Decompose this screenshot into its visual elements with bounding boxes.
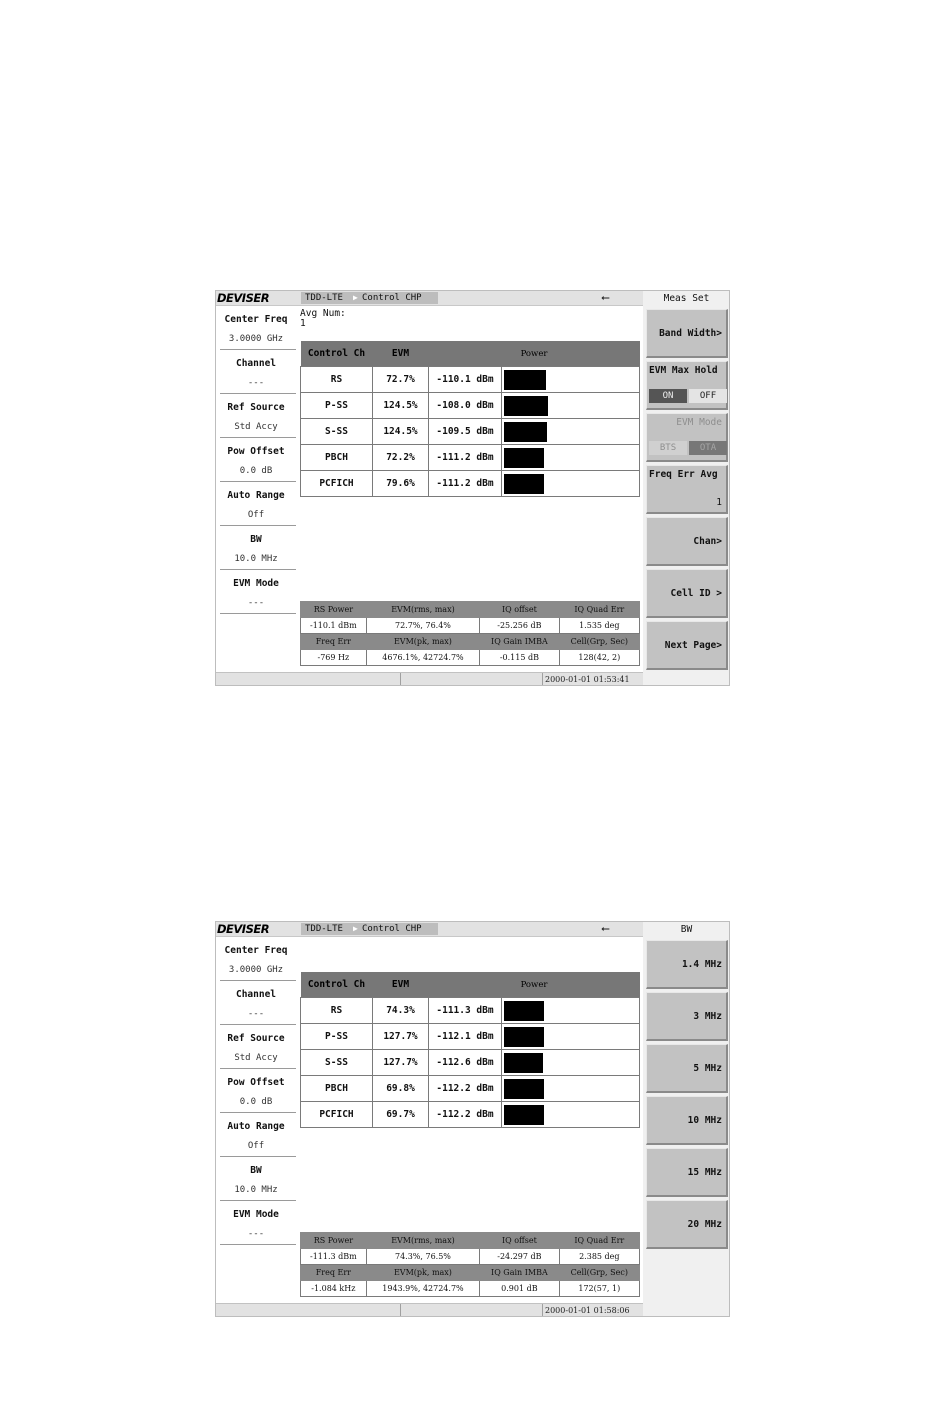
param-value: Off — [247, 510, 265, 520]
row-power: -111.2 dBm — [429, 471, 502, 497]
parameter-panel — [216, 937, 296, 1303]
param-label: Ref Source — [227, 402, 285, 413]
button-label: 15 MHz — [687, 1167, 722, 1178]
usb-icon: ⭠ — [601, 922, 610, 935]
row-evm: 127.7% — [373, 1050, 429, 1076]
row-power: -111.3 dBm — [429, 998, 502, 1024]
row-evm: 72.7% — [373, 367, 429, 393]
param-label: Pow Offset — [227, 446, 285, 457]
param-value: 3.0000 GHz — [228, 334, 284, 344]
menu-title: Meas Set — [663, 293, 710, 304]
param-value: 3.0000 GHz — [228, 965, 284, 975]
row-power-bar — [502, 419, 640, 445]
summary-value-row — [301, 618, 640, 634]
table-row — [301, 393, 640, 419]
param-value: Std Accy — [234, 1053, 278, 1063]
row-power-bar — [502, 1050, 640, 1076]
param-value: --- — [247, 1009, 265, 1019]
button-label: Next Page> — [664, 640, 722, 651]
status-bar — [216, 1303, 643, 1317]
summary-value: 1.535 deg — [559, 618, 639, 634]
summary-header: Cell(Grp, Sec) — [559, 634, 639, 650]
cell-id-button[interactable] — [646, 569, 728, 618]
row-power: -109.5 dBm — [429, 419, 502, 445]
summary-header: Freq Err — [301, 1265, 367, 1281]
param-value: 0.0 dB — [239, 466, 273, 476]
power-bar — [504, 1053, 543, 1073]
row-power: -111.2 dBm — [429, 445, 502, 471]
mode-label: TDD-LTE — [305, 924, 343, 934]
param-center-freq[interactable] — [216, 937, 296, 981]
evm-mode-bts: BTS — [649, 441, 687, 455]
summary-value-row — [301, 1281, 640, 1297]
summary-header: RS Power — [301, 1233, 367, 1249]
row-evm: 74.3% — [373, 998, 429, 1024]
row-power-bar — [502, 1024, 640, 1050]
param-ref-source[interactable] — [216, 394, 296, 438]
parameter-panel — [216, 306, 296, 672]
summary-header: Freq Err — [301, 634, 367, 650]
top-bar — [216, 291, 643, 306]
param-auto-range[interactable] — [216, 1113, 296, 1157]
control-channel-table — [300, 972, 640, 1128]
summary-value-row — [301, 650, 640, 666]
param-label: Channel — [235, 358, 277, 369]
param-value: Off — [247, 1141, 265, 1151]
divider — [220, 613, 296, 614]
param-label: Auto Range — [227, 490, 285, 501]
param-value: 0.0 dB — [239, 1097, 273, 1107]
bw-15-mhz-button[interactable] — [646, 1148, 728, 1197]
summary-header: EVM(rms, max) — [366, 602, 479, 618]
power-bar — [504, 422, 547, 442]
table-row — [301, 471, 640, 497]
button-label: 3 MHz — [693, 1011, 722, 1022]
summary-value: -1.084 kHz — [301, 1281, 367, 1297]
menu-title: BW — [680, 924, 693, 935]
row-evm: 79.6% — [373, 471, 429, 497]
summary-header: IQ Gain IMBA — [480, 1265, 559, 1281]
summary-value: 4676.1%, 42724.7% — [366, 650, 479, 666]
evm-max-hold-on[interactable]: ON — [649, 389, 687, 403]
row-power: -112.6 dBm — [429, 1050, 502, 1076]
row-power-bar — [502, 1076, 640, 1102]
next-page-button[interactable] — [646, 621, 728, 670]
evm-max-hold-button[interactable] — [646, 361, 728, 410]
param-pow-offset[interactable] — [216, 438, 296, 482]
button-label: 1.4 MHz — [681, 959, 722, 970]
row-channel: PCFICH — [301, 471, 373, 497]
summary-value: 0.901 dB — [480, 1281, 559, 1297]
avg-num — [300, 309, 346, 329]
param-bw[interactable] — [216, 1157, 296, 1201]
row-channel: PBCH — [301, 445, 373, 471]
chevron-right-icon: ▶ — [353, 293, 358, 302]
row-channel: PCFICH — [301, 1102, 373, 1128]
row-channel: S-SS — [301, 1050, 373, 1076]
row-power-bar — [502, 471, 640, 497]
button-label: Band Width> — [659, 328, 722, 339]
param-label: Center Freq — [224, 945, 288, 956]
summary-value: 2.385 deg — [559, 1249, 639, 1265]
table-row — [301, 1076, 640, 1102]
summary-value: 128(42, 2) — [559, 650, 639, 666]
col-power: Power — [429, 972, 640, 998]
divider — [542, 673, 543, 686]
avg-num-value: 1 — [300, 318, 306, 329]
button-label: 10 MHz — [687, 1115, 722, 1126]
param-value: 10.0 MHz — [234, 554, 278, 564]
summary-value: -0.115 dB — [480, 650, 559, 666]
summary-value: -111.3 dBm — [301, 1249, 367, 1265]
row-power-bar — [502, 367, 640, 393]
col-evm: EVM — [373, 972, 429, 998]
chan-button[interactable] — [646, 517, 728, 566]
col-control-ch: Control Ch — [301, 972, 373, 998]
table-row — [301, 445, 640, 471]
param-value: Std Accy — [234, 422, 278, 432]
button-label: 5 MHz — [693, 1063, 722, 1074]
mode-tab[interactable] — [301, 923, 438, 935]
param-label: Center Freq — [224, 314, 288, 325]
freq-err-avg-button[interactable] — [646, 465, 728, 514]
summary-header: RS Power — [301, 602, 367, 618]
evm-max-hold-off[interactable]: OFF — [689, 389, 727, 403]
usb-icon: ⭠ — [601, 291, 610, 304]
summary-table — [300, 601, 640, 666]
table-header — [301, 972, 640, 998]
summary-header: EVM(rms, max) — [366, 1233, 479, 1249]
table-row — [301, 419, 640, 445]
power-bar — [504, 1105, 544, 1125]
param-evm-mode[interactable] — [216, 570, 296, 614]
col-control-ch: Control Ch — [301, 341, 373, 367]
bw-3-mhz-button[interactable] — [646, 992, 728, 1041]
divider — [542, 1304, 543, 1317]
summary-header: IQ Quad Err — [559, 602, 639, 618]
table-row — [301, 998, 640, 1024]
summary-header: EVM(pk, max) — [366, 1265, 479, 1281]
summary-value: 172(57, 1) — [559, 1281, 639, 1297]
summary-header-row — [301, 1233, 640, 1249]
row-channel: P-SS — [301, 1024, 373, 1050]
summary-header: IQ Gain IMBA — [480, 634, 559, 650]
col-evm: EVM — [373, 341, 429, 367]
row-channel: RS — [301, 367, 373, 393]
summary-header-row — [301, 1265, 640, 1281]
power-bar — [504, 1079, 544, 1099]
summary-value: -24.297 dB — [480, 1249, 559, 1265]
row-power-bar — [502, 998, 640, 1024]
param-evm-mode[interactable] — [216, 1201, 296, 1245]
deviser-logo: DEVISER — [217, 922, 270, 936]
mode-tab[interactable] — [301, 292, 438, 304]
row-power: -110.1 dBm — [429, 367, 502, 393]
divider — [400, 673, 401, 686]
evm-mode-ota: OTA — [689, 441, 727, 455]
param-label: Pow Offset — [227, 1077, 285, 1088]
row-channel: RS — [301, 998, 373, 1024]
row-channel: S-SS — [301, 419, 373, 445]
button-label: Cell ID > — [670, 588, 722, 599]
summary-table — [300, 1232, 640, 1297]
datetime: 2000-01-01 01:58:06 — [545, 1306, 630, 1315]
row-evm: 72.2% — [373, 445, 429, 471]
datetime: 2000-01-01 01:53:41 — [545, 675, 630, 684]
summary-value-row — [301, 1249, 640, 1265]
summary-header-row — [301, 602, 640, 618]
control-channel-table — [300, 341, 640, 497]
bw-20-mhz-button[interactable] — [646, 1200, 728, 1249]
summary-value: 74.3%, 76.5% — [366, 1249, 479, 1265]
mode-label: TDD-LTE — [305, 293, 343, 303]
power-bar — [504, 1027, 544, 1047]
summary-value: -110.1 dBm — [301, 618, 367, 634]
power-bar — [504, 1001, 544, 1021]
table-row — [301, 1050, 640, 1076]
table-row — [301, 367, 640, 393]
param-ref-source[interactable] — [216, 1025, 296, 1069]
row-evm: 124.5% — [373, 393, 429, 419]
summary-header: IQ offset — [480, 602, 559, 618]
param-auto-range[interactable] — [216, 482, 296, 526]
row-power-bar — [502, 1102, 640, 1128]
param-pow-offset[interactable] — [216, 1069, 296, 1113]
row-channel: P-SS — [301, 393, 373, 419]
param-label: Channel — [235, 989, 277, 1000]
button-label: Chan> — [693, 536, 722, 547]
param-label: Ref Source — [227, 1033, 285, 1044]
power-bar — [504, 448, 544, 468]
param-channel[interactable] — [216, 981, 296, 1025]
param-label: BW — [250, 1165, 262, 1176]
param-value: --- — [247, 1229, 265, 1239]
deviser-logo: DEVISER — [217, 291, 270, 305]
avg-num-label: Avg Num: — [300, 308, 346, 319]
button-label: Freq Err Avg — [649, 469, 718, 480]
param-bw[interactable] — [216, 526, 296, 570]
param-channel[interactable] — [216, 350, 296, 394]
power-bar — [504, 474, 544, 494]
col-power: Power — [429, 341, 640, 367]
summary-header: IQ offset — [480, 1233, 559, 1249]
status-bar — [216, 672, 643, 686]
row-power: -108.0 dBm — [429, 393, 502, 419]
row-evm: 127.7% — [373, 1024, 429, 1050]
row-evm: 124.5% — [373, 419, 429, 445]
param-center-freq[interactable] — [216, 306, 296, 350]
row-power: -112.2 dBm — [429, 1076, 502, 1102]
bw-1-4-mhz-button[interactable] — [646, 940, 728, 989]
evm-mode-button — [646, 413, 728, 462]
bw-5-mhz-button[interactable] — [646, 1044, 728, 1093]
power-bar — [504, 370, 546, 390]
divider — [400, 1304, 401, 1317]
bw-10-mhz-button[interactable] — [646, 1096, 728, 1145]
measurement-label: Control CHP — [362, 924, 422, 934]
table-row — [301, 1024, 640, 1050]
row-power: -112.2 dBm — [429, 1102, 502, 1128]
divider — [220, 1244, 296, 1245]
button-label: EVM Mode — [676, 417, 722, 428]
analyzer-screen-bw — [215, 921, 730, 1317]
param-value: --- — [247, 378, 265, 388]
analyzer-screen-meas-set — [215, 290, 730, 686]
top-bar — [216, 922, 643, 937]
button-label: EVM Max Hold — [649, 365, 718, 376]
summary-value: 1943.9%, 42724.7% — [366, 1281, 479, 1297]
param-value: 10.0 MHz — [234, 1185, 278, 1195]
button-label: 20 MHz — [687, 1219, 722, 1230]
softkey-menu — [643, 922, 730, 1316]
row-power-bar — [502, 445, 640, 471]
table-row — [301, 1102, 640, 1128]
summary-header: Cell(Grp, Sec) — [559, 1265, 639, 1281]
summary-header: EVM(pk, max) — [366, 634, 479, 650]
chevron-right-icon: ▶ — [353, 924, 358, 933]
measurement-label: Control CHP — [362, 293, 422, 303]
softkey-menu — [643, 291, 730, 685]
param-label: EVM Mode — [233, 578, 279, 589]
row-channel: PBCH — [301, 1076, 373, 1102]
row-evm: 69.7% — [373, 1102, 429, 1128]
row-evm: 69.8% — [373, 1076, 429, 1102]
param-label: Auto Range — [227, 1121, 285, 1132]
param-label: BW — [250, 534, 262, 545]
button-value: 1 — [716, 497, 722, 508]
summary-header-row — [301, 634, 640, 650]
param-value: --- — [247, 598, 265, 608]
summary-value: 72.7%, 76.4% — [366, 618, 479, 634]
row-power: -112.1 dBm — [429, 1024, 502, 1050]
table-header — [301, 341, 640, 367]
param-label: EVM Mode — [233, 1209, 279, 1220]
power-bar — [504, 396, 548, 416]
band-width-button[interactable] — [646, 309, 728, 358]
row-power-bar — [502, 393, 640, 419]
summary-header: IQ Quad Err — [559, 1233, 639, 1249]
summary-value: -769 Hz — [301, 650, 367, 666]
summary-value: -25.256 dB — [480, 618, 559, 634]
